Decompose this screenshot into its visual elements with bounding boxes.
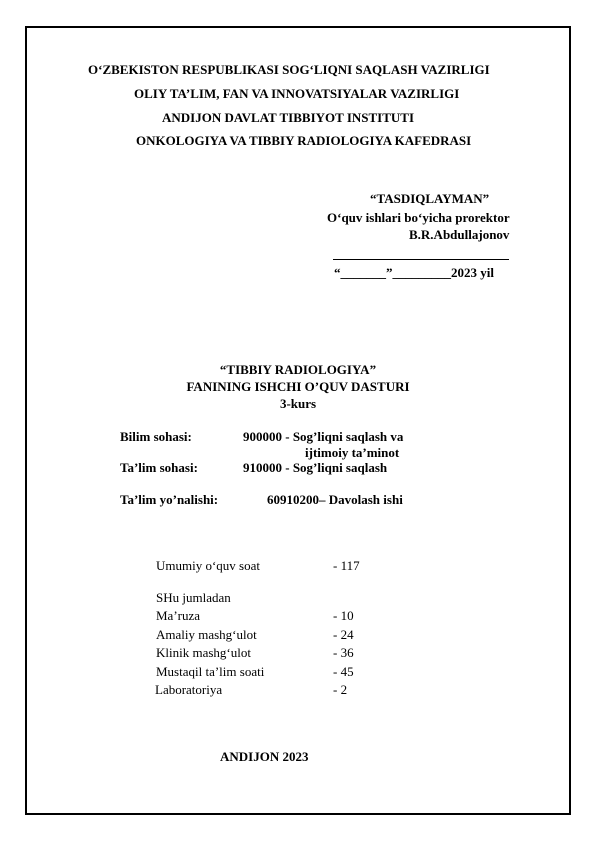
field-label-knowledge: Bilim sohasi: [120, 429, 192, 444]
approval-name: B.R.Abdullajonov [409, 227, 510, 242]
approval-title: “TASDIQLAYMAN” [370, 191, 490, 206]
hours-item-value: - 36 [333, 645, 354, 660]
breakdown-title: SHu jumladan [156, 590, 231, 605]
hours-item-label: Amaliy mashg‘ulot [156, 627, 257, 642]
hours-item-value: - 45 [333, 664, 354, 679]
institute-name: ANDIJON DAVLAT TIBBIYOT INSTITUTI [162, 110, 415, 125]
subject-name: “TIBBIY RADIOLOGIYA” [219, 362, 377, 377]
hours-item-label: Mustaqil ta’lim soati [156, 664, 265, 679]
total-hours-value: - 117 [333, 558, 360, 573]
hours-item-label: Klinik mashg‘ulot [156, 645, 251, 660]
hours-item-value: - 10 [333, 608, 354, 623]
field-value-knowledge: 900000 - Sog’liqni saqlash va [243, 429, 404, 444]
course-year: 3-kurs [279, 396, 317, 411]
ministry-health: O‘ZBEKISTON RESPUBLIKASI SOG‘LIQNI SAQLASH VAZIRLIGI [88, 62, 490, 77]
approval-role: O‘quv ishlari bo‘yicha prorektor [327, 210, 510, 225]
program-title: FANINING ISHCHI O’QUV DASTURI [186, 379, 410, 394]
department-name: ONKOLOGIYA VA TIBBIY RADIOLOGIYA KAFEDRASI [136, 133, 472, 148]
hours-item-value: - 24 [333, 627, 354, 642]
total-hours-label: Umumiy o‘quv soat [156, 558, 260, 573]
hours-item-label: Laboratoriya [155, 682, 223, 697]
field-value-direction: 60910200– Davolash ishi [267, 492, 403, 507]
field-value-education: 910000 - Sog’liqni saqlash [243, 460, 388, 475]
field-value-knowledge-cont: ijtimoiy ta’minot [305, 445, 400, 460]
field-label-direction: Ta’lim yo’nalishi: [120, 492, 219, 507]
ministry-education: OLIY TA’LIM, FAN VA INNOVATSIYALAR VAZIRLIGI [134, 86, 460, 101]
field-label-education: Ta’lim sohasi: [120, 460, 198, 475]
hours-item-label: Ma’ruza [156, 608, 201, 623]
signature-line [333, 259, 509, 260]
approval-date: “_______”_________2023 yil [334, 265, 494, 280]
city-year: ANDIJON 2023 [220, 749, 309, 764]
hours-item-value: - 2 [333, 682, 348, 697]
